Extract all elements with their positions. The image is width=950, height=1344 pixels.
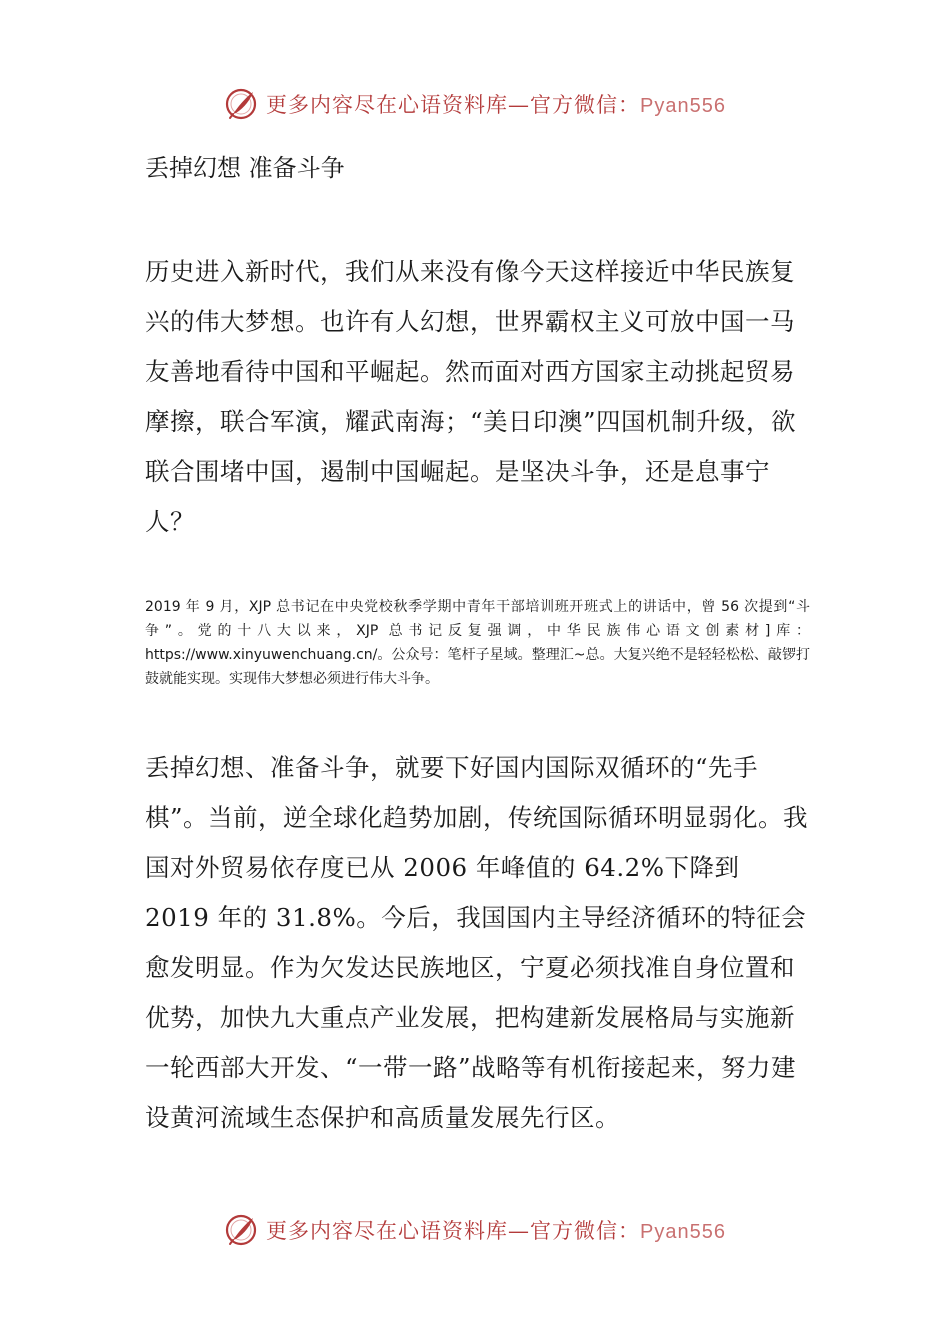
paragraph-main: 丢掉幻想、准备斗争，就要下好国内国际双循环的“先手棋”。当前，逆全球化趋势加剧，传统国际循环明显弱化。我国对外贸易依存度已从 2006 年峰值的 64.2%下降到 2019 年的 31.8%。今后，我国国内主导经济循环的特征会愈发明显。作为欠发达民族地区，宁夏必须找准自身位置和优势，加快九大重点产业发展，把构建新发展格局与实施新一轮西部大开发、“一带一路”战略等有机衔接起来，努力建设黄河流域生态保护和高质量发展先行区。 [145, 753, 809, 1132]
paragraph-note: 2019 年 9 月，XJP 总书记在中央党校秋季学期中青年干部培训班开班式上的讲话中，曾 56 次提到“斗争”。党的十八大以来，XJP 总书记反复强调，中华民族伟心语文创素材]库：https://www.xinyuwenchuang.cn/。公众号：笔杆子星域。整理汇~总。大复兴绝不是轻轻松松、敲锣打鼓就能实现。实现伟大梦想必须进行伟大斗争。 [145, 599, 810, 687]
watermark-contact: Pyan556 [640, 1221, 726, 1243]
quill-logo-icon [224, 87, 258, 121]
footer-watermark [0, 1208, 950, 1252]
header-watermark [0, 82, 950, 126]
document-title: 丢掉幻想 准备斗争 [145, 154, 345, 182]
paragraph-intro: 历史进入新时代，我们从来没有像今天这样接近中华民族复兴的伟大梦想。也许有人幻想，世界霸权主义可放中国一马友善地看待中国和平崛起。然而面对西方国家主动挑起贸易摩擦，联合军演，耀武南海；“美日印澳”四国机制升级，欲联合围堵中国，遏制中国崛起。是坚决斗争，还是息事宁人？ [145, 257, 797, 536]
watermark-contact: Pyan556 [640, 95, 726, 117]
watermark-text [266, 89, 726, 119]
quill-logo-icon [224, 1213, 258, 1247]
watermark-label: 更多内容尽在心语资料库—官方微信： [266, 1219, 641, 1243]
watermark-label: 更多内容尽在心语资料库—官方微信： [266, 93, 641, 117]
watermark-text [266, 1215, 726, 1245]
